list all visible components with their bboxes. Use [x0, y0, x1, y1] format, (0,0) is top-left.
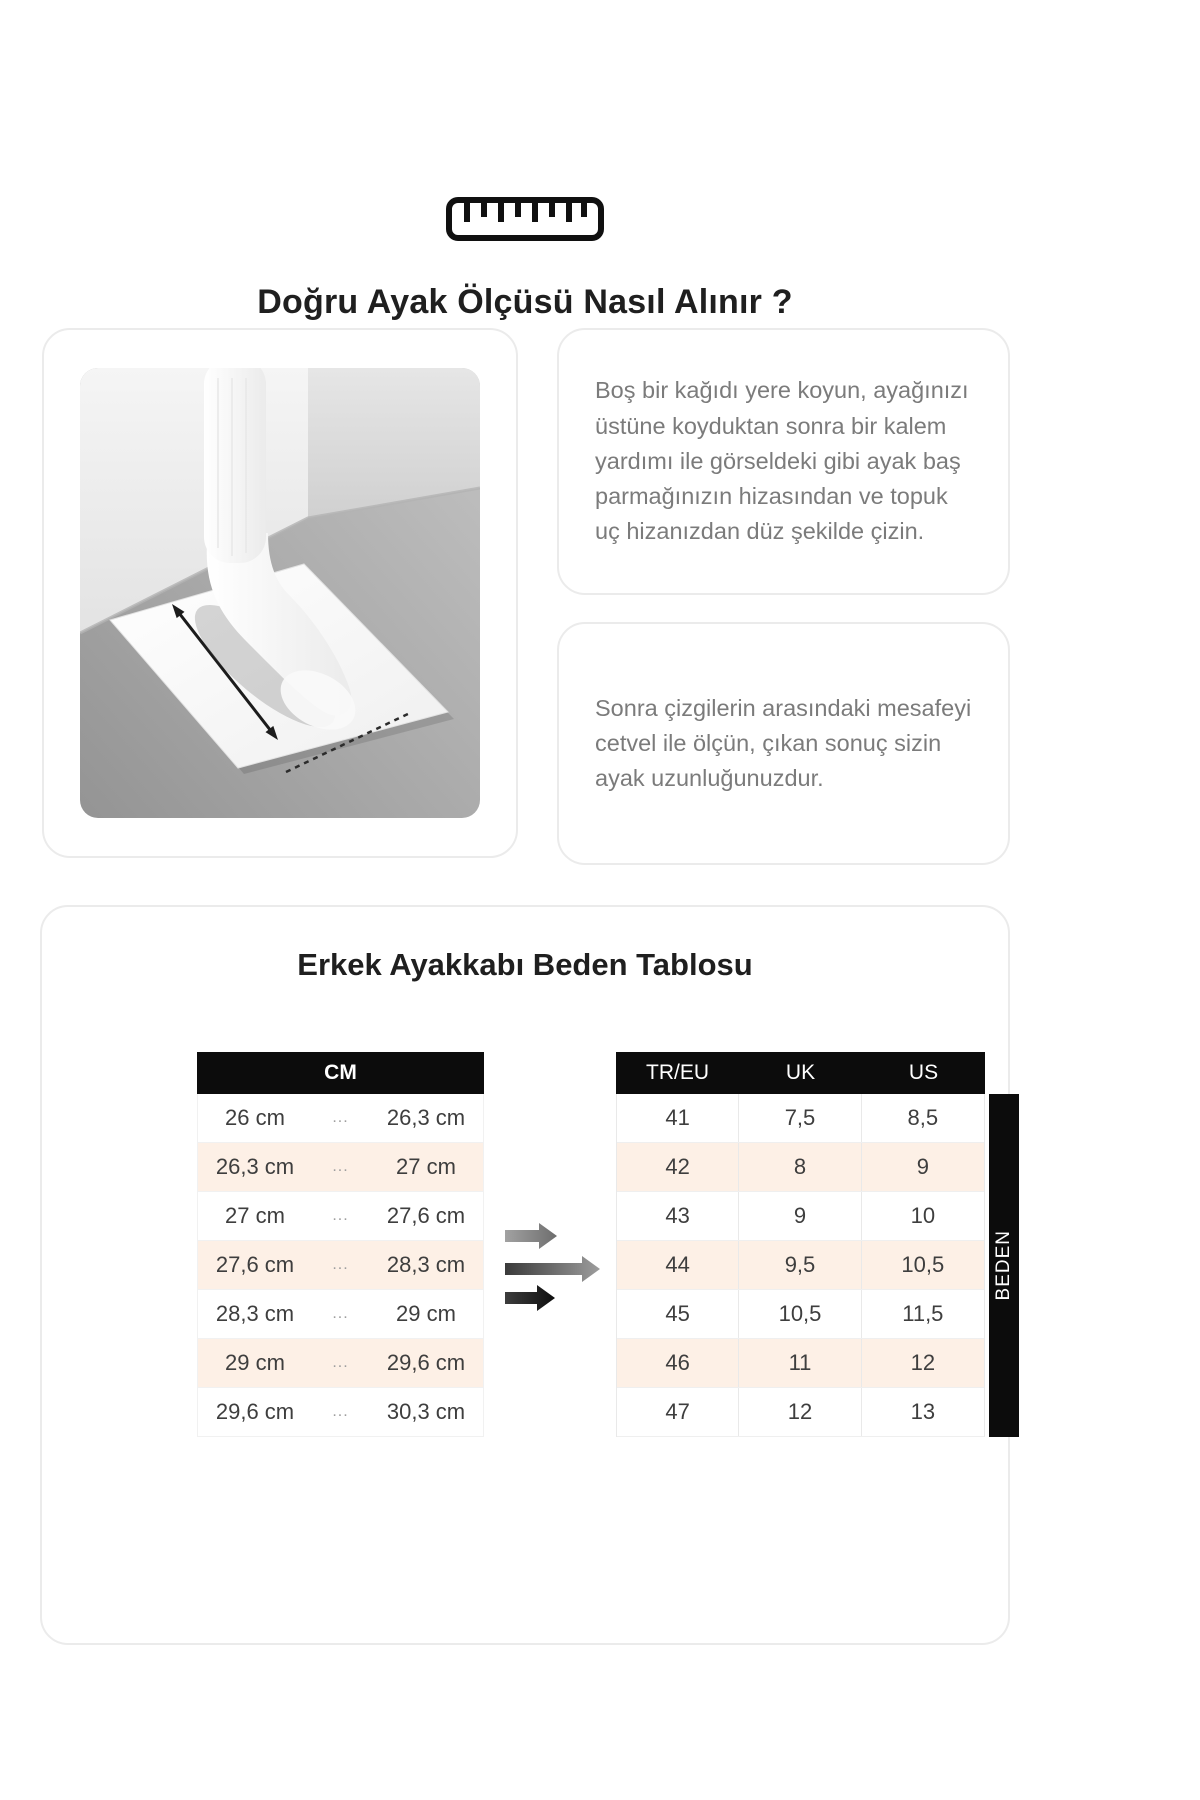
- page-title: Doğru Ayak Ölçüsü Nasıl Alınır ?: [257, 283, 793, 321]
- beden-label: BEDEN: [993, 1230, 1014, 1301]
- size-table-header-us: US: [908, 1061, 939, 1084]
- cm-separator: ...: [332, 1207, 349, 1224]
- size-cell-tr-eu: 45: [617, 1290, 739, 1338]
- cm-from: 27,6 cm: [215, 1252, 295, 1277]
- cm-table-row: [198, 1192, 483, 1241]
- size-table-header-tr-eu: TR/EU: [646, 1061, 709, 1084]
- size-cell-uk: 12: [739, 1388, 861, 1436]
- size-cell-uk: 9: [739, 1192, 861, 1240]
- instruction-step1-text: Boş bir kağıdı yere koyun, ayağınızı üstüne koyduktan sonra bir kalem yardımı ile görseldeki gibi ayak baş parmağınızın hizasından ve topuk uç hizanızdan düz şekilde çizin.: [595, 377, 969, 545]
- cm-separator: ...: [332, 1305, 349, 1322]
- cm-from: 29 cm: [225, 1350, 285, 1375]
- size-table-row: [617, 1290, 984, 1339]
- size-cell-us: 9: [916, 1154, 929, 1179]
- cm-to: 30,3 cm: [386, 1399, 466, 1424]
- cm-separator: ...: [332, 1158, 349, 1175]
- transfer-arrows-icon: [505, 1215, 605, 1320]
- size-chart-title: Erkek Ayakkabı Beden Tablosu: [297, 947, 753, 982]
- size-table-header: [616, 1052, 985, 1094]
- cm-separator: ...: [332, 1403, 349, 1420]
- cm-from: 27 cm: [225, 1203, 285, 1228]
- size-cell-uk: 10,5: [739, 1290, 861, 1338]
- size-table-header-uk: UK: [785, 1061, 816, 1084]
- instruction-card-2: [557, 622, 1010, 865]
- size-cell-tr-eu: 42: [617, 1143, 739, 1191]
- size-cell-us: 13: [910, 1399, 936, 1424]
- size-table-row: [617, 1388, 984, 1437]
- size-table-row: [617, 1143, 984, 1192]
- size-cell-tr-eu: 44: [617, 1241, 739, 1289]
- cm-to: 27 cm: [396, 1154, 456, 1179]
- instruction-card-1: [557, 328, 1010, 595]
- beden-bar: [989, 1094, 1019, 1437]
- cm-to: 29,6 cm: [386, 1350, 466, 1375]
- size-cell-tr-eu: 41: [617, 1094, 739, 1142]
- ruler-icon: [445, 196, 605, 242]
- size-cell-uk: 7,5: [739, 1094, 861, 1142]
- size-table-body: [616, 1094, 985, 1437]
- cm-from: 26,3 cm: [215, 1154, 295, 1179]
- cm-to: 26,3 cm: [386, 1105, 466, 1130]
- size-table-row: [617, 1192, 984, 1241]
- cm-separator: ...: [332, 1256, 349, 1273]
- size-cell-uk: 8: [739, 1143, 861, 1191]
- cm-from: 26 cm: [225, 1105, 285, 1130]
- foot-measurement-photo: [80, 368, 480, 818]
- cm-from: 29,6 cm: [215, 1399, 295, 1424]
- cm-to: 29 cm: [396, 1301, 456, 1326]
- size-cell-tr-eu: 43: [617, 1192, 739, 1240]
- instruction-step2-text: Sonra çizgilerin arasındaki mesafeyi cetvel ile ölçün, çıkan sonuç sizin ayak uzunluğunuzdur.: [595, 694, 972, 792]
- cm-table-row: [198, 1143, 483, 1192]
- cm-table-body: [197, 1094, 484, 1437]
- cm-table-row: [198, 1241, 483, 1290]
- cm-to: 27,6 cm: [386, 1203, 466, 1228]
- cm-table-row: [198, 1290, 483, 1339]
- cm-table-row: [198, 1094, 483, 1143]
- size-chart-card: [40, 905, 1014, 1645]
- size-cell-us: 11,5: [902, 1301, 944, 1326]
- size-cell-us: 12: [910, 1350, 936, 1375]
- cm-table-row: [198, 1388, 483, 1437]
- size-cell-tr-eu: 47: [617, 1388, 739, 1436]
- cm-table-header: CM: [197, 1052, 484, 1094]
- cm-from: 28,3 cm: [215, 1301, 295, 1326]
- size-cell-uk: 9,5: [739, 1241, 861, 1289]
- size-cell-uk: 11: [739, 1339, 861, 1387]
- size-table-row: [617, 1241, 984, 1290]
- size-cell-us: 10,5: [901, 1252, 945, 1277]
- cm-table: [197, 1052, 484, 1437]
- size-table-row: [617, 1094, 984, 1143]
- cm-separator: ...: [332, 1354, 349, 1371]
- size-table-row: [617, 1339, 984, 1388]
- size-table: [616, 1052, 985, 1437]
- foot-photo-card: [42, 328, 518, 858]
- cm-separator: ...: [332, 1109, 349, 1126]
- cm-table-row: [198, 1339, 483, 1388]
- size-cell-tr-eu: 46: [617, 1339, 739, 1387]
- size-cell-us: 8,5: [907, 1105, 939, 1130]
- size-cell-us: 10: [910, 1203, 936, 1228]
- cm-to: 28,3 cm: [386, 1252, 466, 1277]
